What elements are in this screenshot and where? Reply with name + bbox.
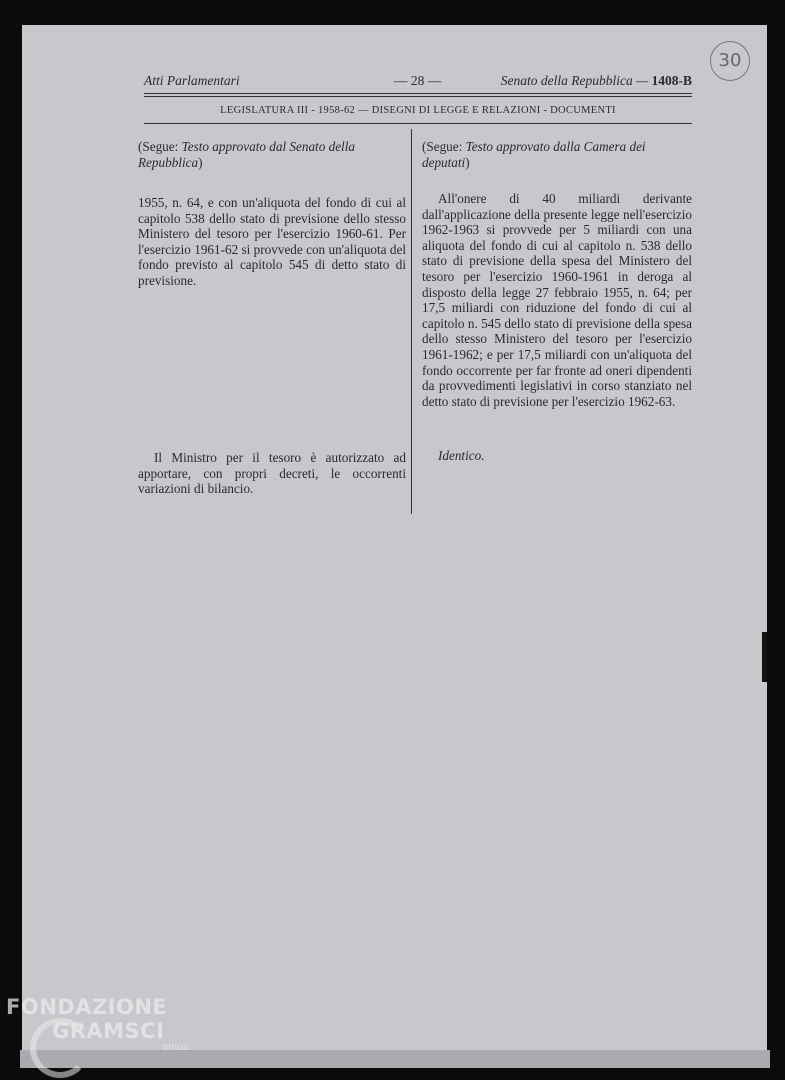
sub-header: LEGISLATURA III - 1958-62 — DISEGNI DI LEGGE E RELAZIONI - DOCUMENTI <box>220 105 616 116</box>
right-paragraph-2-text: Identico. <box>438 448 485 463</box>
binding-clip <box>762 632 767 682</box>
left-heading-label: (Segue: <box>138 139 179 154</box>
sub-header-rule <box>144 123 692 124</box>
column-divider <box>411 129 412 514</box>
left-heading-title: Testo approvato dal Senato della Repubblica <box>138 139 355 170</box>
header-left: Atti Parlamentari <box>144 73 240 88</box>
header-right <box>501 73 692 89</box>
left-heading-close: ) <box>198 154 203 170</box>
left-paragraph-2 <box>138 450 406 497</box>
fondazione-gramsci-watermark <box>6 995 189 1053</box>
header-doc-number: 1408-B <box>651 73 692 88</box>
right-paragraph-2 <box>422 448 692 464</box>
header-senato: Senato della Repubblica — <box>500 73 649 88</box>
left-paragraph-1-text: 1955, n. 64, e con un'aliquota del fondo di cui al capitolo 538 dello stato di previsione dello stesso Ministero del tesoro per l'esercizio 1960-61. Per l'esercizio 1961-62 si provvede con un'aliquota del fondo previsto al capitolo 545 di detto stato di previsione. <box>138 195 406 288</box>
right-paragraph-1-text: All'onere di 40 miliardi derivante dall'applicazione della presente legge nell'esercizio 1962-1963 si provvede per 5 miliardi con una aliquota del fondo di cui al capitolo n. 538 dello stato di previsione della spesa del Ministero del tesoro per l'esercizio 1960-1961 in deroga al disposto della legge 27 febbraio 1955, n. 64; per 17,5 miliardi con riduzione del fondo di cui al capitolo n. 545 dello stato di previsione della spesa dello stesso Ministero del tesoro per l'esercizio 1961-1962; e per 17,5 miliardi con un'aliquota del fondo occorrente per far fronte ad oneri dipendenti da provvedimenti legislativi in corso stanziato nel detto stato di previsione per l'esercizio 1962-63. <box>422 191 692 409</box>
header-rule <box>144 93 692 97</box>
right-heading-title: Testo approvato dalla Camera dei deputati <box>422 139 646 170</box>
right-column-heading <box>422 139 692 170</box>
right-paragraph-1 <box>422 191 692 409</box>
header-page-number: — 28 — <box>394 73 442 88</box>
watermark-line-3: onlus <box>162 1042 189 1053</box>
left-paragraph-2-text: Il Ministro per il tesoro è autorizzato ad apportare, con propri decreti, le occorrenti variazioni di bilancio. <box>138 450 406 497</box>
watermark-line-1: FONDAZIONE <box>6 995 168 1019</box>
watermark-line-2: GRAMSCI <box>52 1019 165 1043</box>
right-heading-label: (Segue: <box>422 139 463 154</box>
document-page <box>22 25 767 1060</box>
handwritten-page-number: 30 <box>710 41 750 81</box>
left-column-heading <box>138 139 406 170</box>
left-paragraph-1 <box>138 195 406 289</box>
right-heading-close: ) <box>465 154 470 170</box>
page-header <box>144 73 692 93</box>
